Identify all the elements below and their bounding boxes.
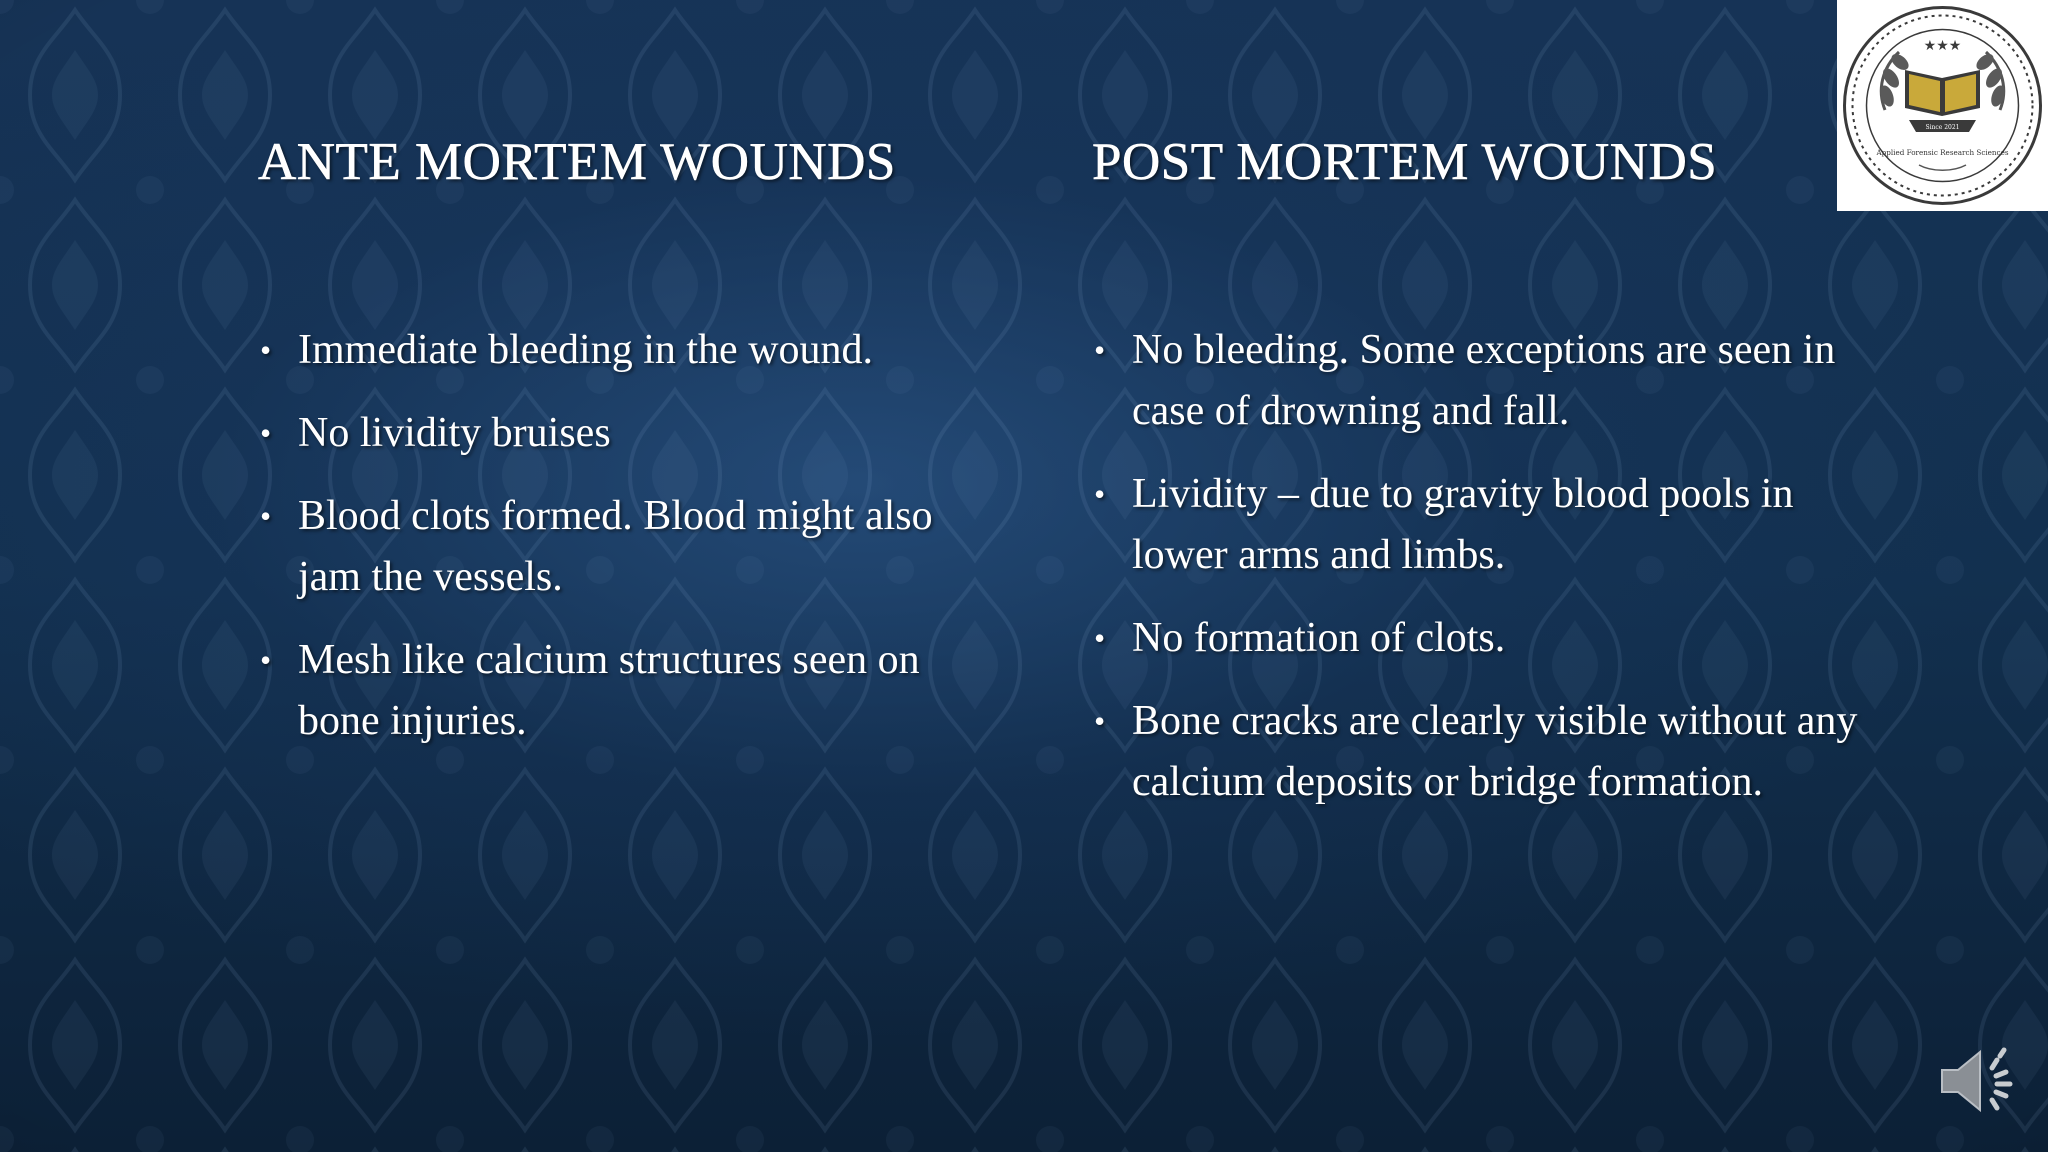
bullet-text: No formation of clots. bbox=[1132, 615, 1506, 661]
bullet-icon: • bbox=[1094, 332, 1106, 368]
list-item bbox=[258, 630, 998, 752]
list-item bbox=[258, 320, 998, 381]
ante-mortem-list bbox=[258, 320, 998, 774]
logo-since-text: Since 2021 bbox=[1925, 124, 1960, 131]
post-mortem-heading: POST MORTEM WOUNDS bbox=[1092, 133, 1718, 191]
bullet-text: No lividity bruises bbox=[298, 410, 611, 456]
post-mortem-list bbox=[1092, 320, 1892, 835]
bullet-icon: • bbox=[260, 642, 272, 678]
speaker-icon[interactable] bbox=[1940, 1046, 2020, 1116]
list-item bbox=[1092, 320, 1892, 442]
bullet-icon: • bbox=[1094, 476, 1106, 512]
bullet-text: Bone cracks are clearly visible without any calcium deposits or bridge formation. bbox=[1132, 698, 1858, 805]
list-item bbox=[1092, 691, 1892, 813]
bullet-icon: • bbox=[1094, 703, 1106, 739]
logo bbox=[1837, 0, 2048, 211]
bullet-icon: • bbox=[260, 415, 272, 451]
bullet-text: Immediate bleeding in the wound. bbox=[298, 327, 874, 373]
bullet-text: Lividity – due to gravity blood pools in lower arms and limbs. bbox=[1132, 471, 1794, 578]
list-item bbox=[1092, 608, 1892, 669]
bullet-text: No bleeding. Some exceptions are seen in case of drowning and fall. bbox=[1132, 327, 1836, 434]
list-item bbox=[1092, 464, 1892, 586]
bullet-icon: • bbox=[260, 332, 272, 368]
bullet-icon: • bbox=[260, 498, 272, 534]
bullet-text: Mesh like calcium structures seen on bone injuries. bbox=[298, 637, 920, 744]
bullet-icon: • bbox=[1094, 620, 1106, 656]
ante-mortem-heading: ANTE MORTEM WOUNDS bbox=[258, 133, 896, 191]
list-item bbox=[258, 403, 998, 464]
emblem-logo bbox=[1837, 0, 2048, 211]
list-item bbox=[258, 486, 998, 608]
logo-stars: ★★★ bbox=[1923, 38, 1962, 54]
bullet-text: Blood clots formed. Blood might also jam the vessels. bbox=[298, 493, 933, 600]
logo-name-text: Applied Forensic Research Sciences bbox=[1876, 148, 2009, 157]
